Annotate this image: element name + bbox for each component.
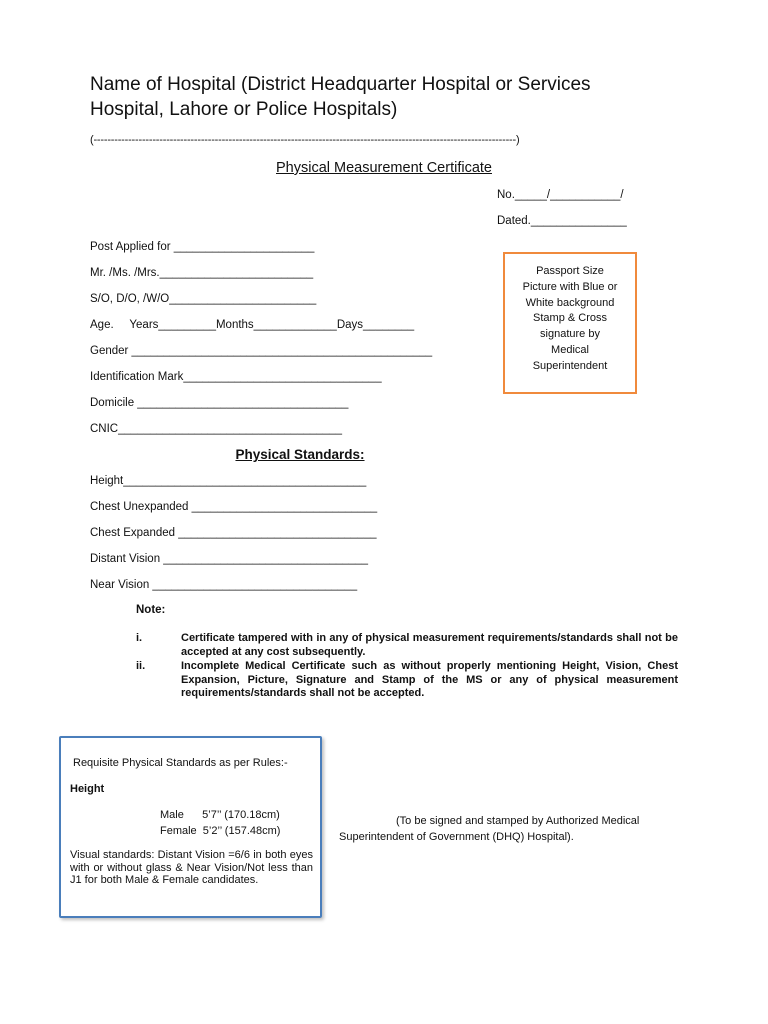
reference-number-field: No._____/___________/ [497, 189, 624, 201]
relation-field: S/O, D/O, /W/O_______________________ [90, 293, 317, 305]
age-field: Age. Years_________Months_____________Days________ [90, 319, 415, 331]
name-field: Mr. /Ms. /Mrs.________________________ [90, 267, 314, 279]
photo-box-line: Picture with Blue or [522, 280, 618, 293]
cnic-field: CNIC___________________________________ [90, 423, 342, 435]
photo-box-line: Passport Size [536, 265, 604, 277]
identification-mark-field: Identification Mark_______________________________ [90, 371, 382, 383]
requisite-standards-box [59, 736, 322, 918]
chest-unexpanded-field: Chest Unexpanded _____________________________ [90, 501, 378, 513]
rules-height-label: Height [70, 783, 105, 795]
post-applied-field: Post Applied for ______________________ [90, 241, 315, 253]
physical-standards-heading: Physical Standards: [235, 447, 365, 462]
certificate-title: Physical Measurement Certificate [276, 160, 492, 176]
signature-instruction: (To be signed and stamped by Authorized Medical Superintendent of Government (DHQ) Hospital). [339, 815, 640, 843]
note-number: ii. [136, 660, 146, 672]
hospital-name-heading: Name of Hospital (District Headquarter Hospital or Services Hospital, Lahore or Police Hospitals) [90, 74, 591, 120]
dated-field: Dated._______________ [497, 215, 627, 227]
rules-visual-standards: Visual standards: Distant Vision =6/6 in both eyes with or without glass & Near Vision/Not less than J1 for both Male & Female candidates. [70, 849, 313, 887]
rules-male-height: Male 5’7’’ (170.18cm) [160, 809, 280, 821]
hospital-dash-line: (--------------------------------------------------------------------------------------------------------------------------) [90, 134, 520, 146]
rules-female-height: Female 5’2’’ (157.48cm) [160, 825, 281, 837]
chest-expanded-field: Chest Expanded _______________________________ [90, 527, 377, 539]
domicile-field: Domicile _________________________________ [90, 397, 349, 409]
height-field: Height______________________________________ [90, 475, 367, 487]
photo-box-line: signature by [540, 328, 600, 341]
rules-title: Requisite Physical Standards as per Rules:- [73, 757, 288, 769]
gender-field: Gender _______________________________________________ [90, 345, 433, 357]
near-vision-field: Near Vision ________________________________ [90, 579, 358, 591]
photo-box-line: Stamp & Cross [533, 312, 607, 325]
note-label: Note: [136, 604, 166, 616]
photo-box-line: White background [525, 296, 615, 309]
photo-box-line: Medical [551, 343, 589, 356]
note-number: i. [136, 632, 143, 644]
distant-vision-field: Distant Vision ________________________________ [90, 553, 368, 565]
photo-box-line: Superintendent [532, 359, 608, 372]
passport-photo-box [503, 252, 637, 394]
note-text: Incomplete Medical Certificate such as without properly mentioning Height, Vision, Chest Expansion, Picture, Signature and Stamp of the MS or any of physical measurement requirements/standards shall not be accepted. [181, 660, 678, 700]
note-text: Certificate tampered with in any of physical measurement requirements/standards shall not be accepted at any cost subsequently. [181, 632, 678, 658]
